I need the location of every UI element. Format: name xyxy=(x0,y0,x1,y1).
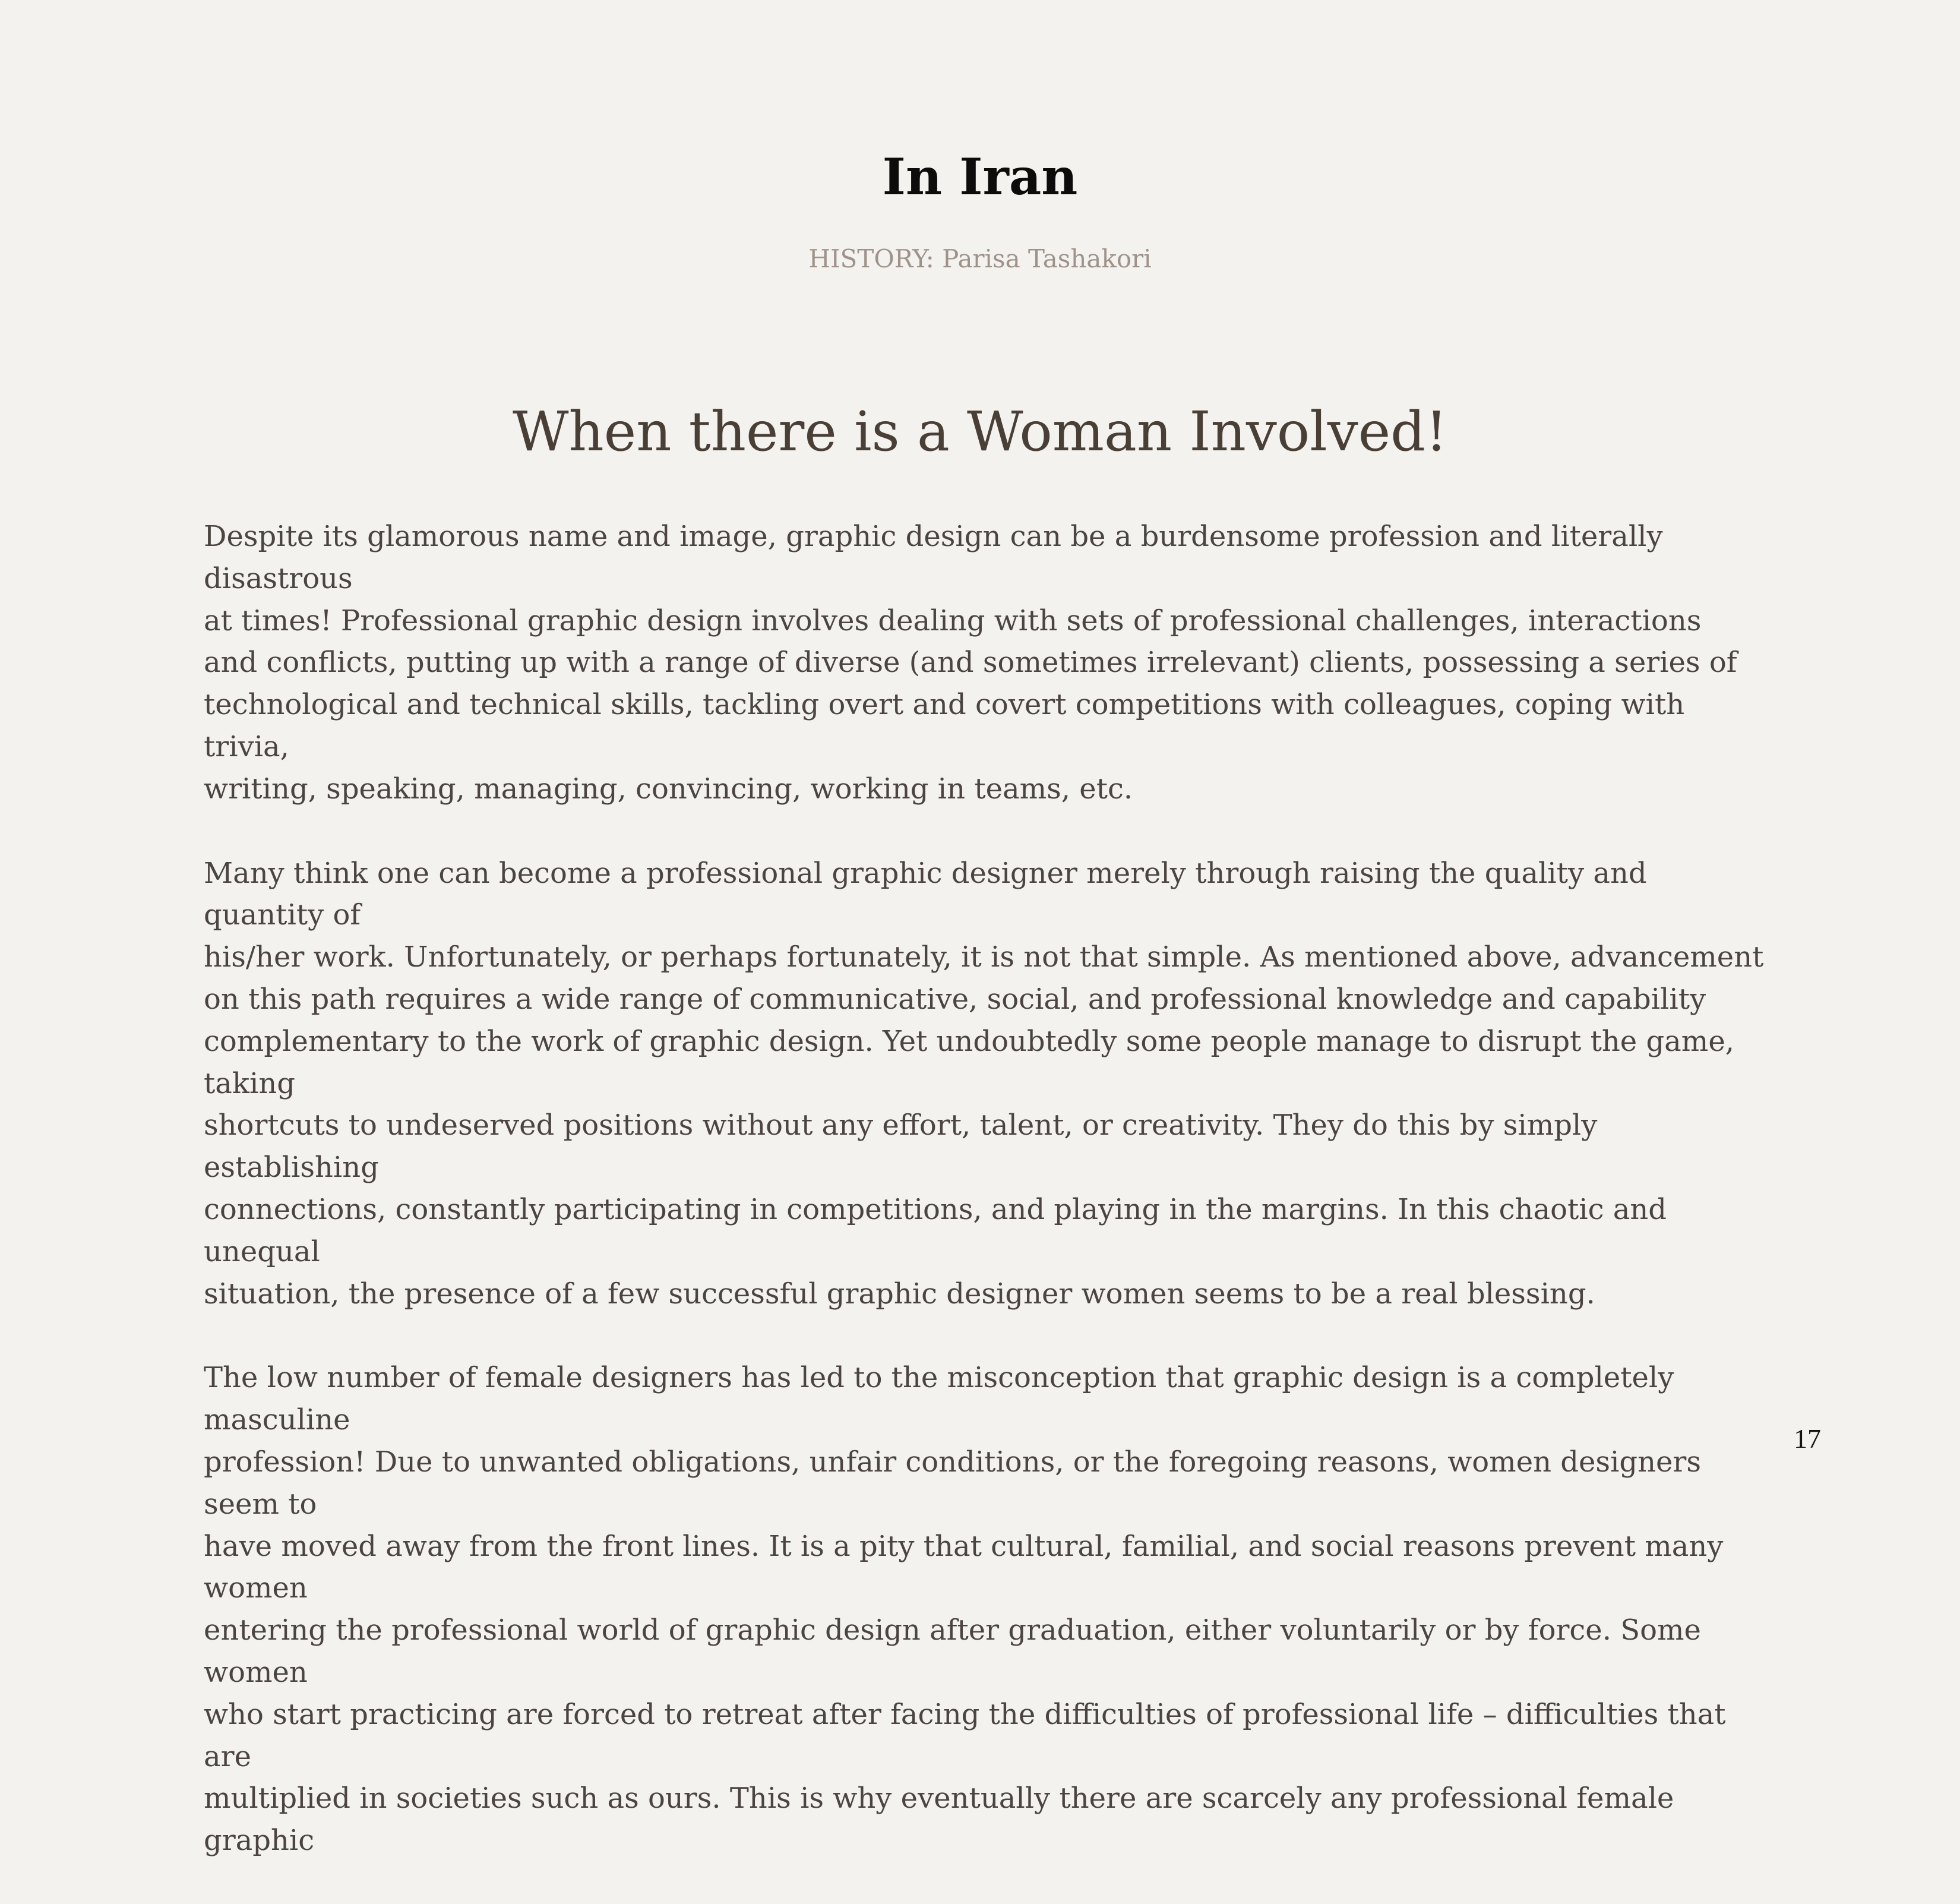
author-byline: HISTORY: Parisa Tashakori xyxy=(808,244,1152,273)
article-body xyxy=(204,516,1772,1904)
page-number: 17 xyxy=(1794,1423,1821,1454)
article-paragraph: Despite its glamorous name and image, graphic design can be a burdensome profession and literally disastrous at times! Professional graphic design involves dealing with sets of professional challenges, interactions and conflicts, putting up with a range of diverse (and sometimes irrelevant) clients, possessing a series of technological and technical skills, tackling overt and covert competitions with colleagues, coping with trivia, writing, speaking, managing, convincing, working in teams, etc. xyxy=(204,520,1737,806)
article-heading: When there is a Woman Involved! xyxy=(512,400,1448,463)
article-paragraph: Many think one can become a professional graphic designer merely through raising the quality and quantity of his/her work. Unfortunately, or perhaps fortunately, it is not that simple. As mentioned above, advancement on this path requires a wide range of communicative, social, and professional knowledge and capability complementary to the work of graphic design. Yet undoubtedly some people manage to disrupt the game, taking shortcuts to undeserved positions without any effort, talent, or creativity. They do this by simply establishing connections, constantly participating in competitions, and playing in the margins. In this chaotic and unequal situation, the presence of a few successful graphic designer women seems to be a real blessing. xyxy=(204,856,1764,1311)
article-paragraph: The low number of female designers has led to the misconception that graphic design is a completely masculine profession! Due to unwanted obligations, unfair conditions, or the foregoing reasons, women designers seem to have moved away from the front lines. It is a pity that cultural, familial, and social reasons prevent many women entering the professional world of graphic design after graduation, either voluntarily or by force. Some women who start practicing are forced to retreat after facing the difficulties of professional life – difficulties that are multiplied in societies such as ours. This is why eventually there are scarcely any professional female graphic xyxy=(204,1361,1726,1858)
section-title: In Iran xyxy=(882,147,1078,206)
